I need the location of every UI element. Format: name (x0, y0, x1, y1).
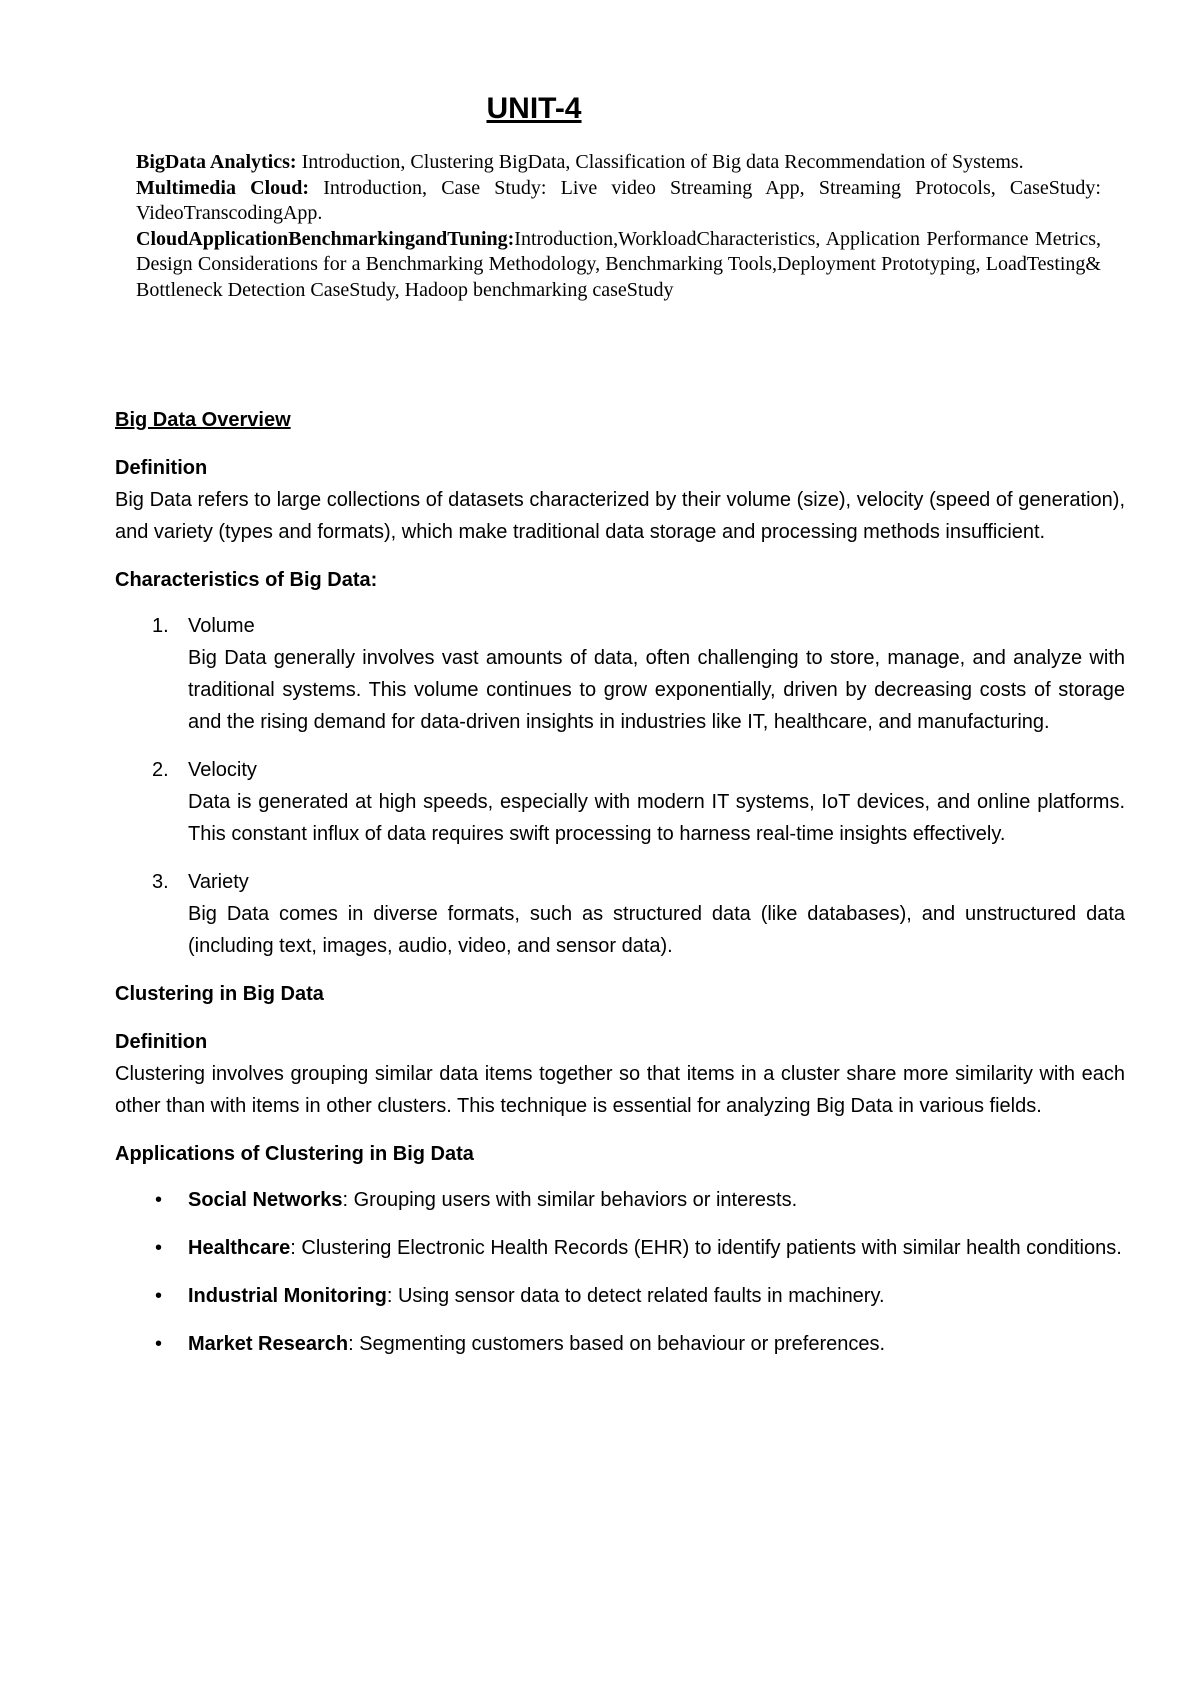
overview-definition-text: Big Data refers to large collections of datasets characterized by their volume (size), velocity (speed of generation), and variety (types and formats), which make traditional data storage and processing methods insufficient. (115, 489, 1125, 543)
syllabus-multimedia-text: Introduction, Case Study: Live video Streaming App, Streaming Protocols, CaseStudy: VideoTranscodingApp. (136, 176, 1101, 224)
characteristic-title: Volume (188, 615, 255, 637)
application-label: Social Networks (188, 1189, 343, 1211)
clustering-definition-label: Definition (115, 1031, 208, 1053)
application-text: : Segmenting customers based on behaviour or preferences. (348, 1333, 886, 1355)
characteristics-list (115, 610, 1125, 962)
applications-list (115, 1184, 1125, 1360)
syllabus-bigdata (136, 150, 1101, 176)
bullet-icon: • (155, 1333, 163, 1355)
characteristic-title: Variety (188, 871, 249, 893)
bullet-icon: • (155, 1237, 163, 1259)
application-item (115, 1184, 1125, 1216)
syllabus-benchmarking-text: Introduction,WorkloadCharacteristics, Application Performance Metrics, Design Considerations for a Benchmarking Methodology, Benchmarking Tools,Deployment Prototyping, LoadTesting& Bottleneck Detection CaseStudy, Hadoop benchmarking caseStudy (136, 227, 1101, 301)
application-text: : Using sensor data to detect related faults in machinery. (386, 1285, 885, 1307)
syllabus-block (136, 150, 1101, 303)
bullet-icon: • (155, 1285, 163, 1307)
main-content (115, 404, 1125, 1376)
characteristic-desc: Big Data generally involves vast amounts of data, often challenging to store, manage, and analyze with traditional systems. This volume continues to grow exponentially, driven by decreasing costs of storage and the rising demand for data-driven insights in industries like IT, healthcare, and manufacturing. (188, 647, 1125, 733)
application-label: Healthcare (188, 1237, 291, 1259)
syllabus-benchmarking-label: CloudApplicationBenchmarkingandTuning: (136, 227, 515, 250)
unit-title: UNIT-4 (486, 92, 582, 125)
bullet-icon: • (155, 1189, 163, 1211)
application-text: : Clustering Electronic Health Records (EHR) to identify patients with similar health conditions. (290, 1237, 1122, 1259)
overview-heading: Big Data Overview (115, 409, 291, 431)
application-item (115, 1232, 1125, 1264)
characteristics-heading: Characteristics of Big Data: (115, 569, 378, 591)
clustering-definition-text: Clustering involves grouping similar data items together so that items in a cluster share more similarity with each other than with items in other clusters. This technique is essential for analyzing Big Data in various fields. (115, 1063, 1125, 1117)
syllabus-multimedia-label: Multimedia Cloud: (136, 176, 310, 199)
syllabus-bigdata-label: BigData Analytics: (136, 151, 297, 173)
application-label: Market Research (188, 1333, 349, 1355)
syllabus-bigdata-text: Introduction, Clustering BigData, Classification of Big data Recommendation of Systems. (296, 151, 1024, 173)
characteristic-number: 3. (152, 871, 169, 893)
application-text: : Grouping users with similar behaviors or interests. (342, 1189, 798, 1211)
characteristic-item (115, 866, 1125, 962)
characteristic-title: Velocity (188, 759, 257, 781)
syllabus-benchmarking (136, 227, 1101, 304)
characteristic-desc: Big Data comes in diverse formats, such as structured data (like databases), and unstructured data (including text, images, audio, video, and sensor data). (188, 903, 1125, 957)
characteristic-item (115, 610, 1125, 738)
characteristic-desc: Data is generated at high speeds, especially with modern IT systems, IoT devices, and online platforms. This constant influx of data requires swift processing to harness real-time insights effectively. (188, 791, 1125, 845)
clustering-heading: Clustering in Big Data (115, 983, 324, 1005)
application-label: Industrial Monitoring (188, 1285, 387, 1307)
syllabus-multimedia (136, 176, 1101, 227)
application-item (115, 1328, 1125, 1360)
overview-definition-label: Definition (115, 457, 208, 479)
application-item (115, 1280, 1125, 1312)
applications-heading: Applications of Clustering in Big Data (115, 1143, 474, 1165)
characteristic-item (115, 754, 1125, 850)
characteristic-number: 1. (152, 615, 169, 637)
characteristic-number: 2. (152, 759, 169, 781)
